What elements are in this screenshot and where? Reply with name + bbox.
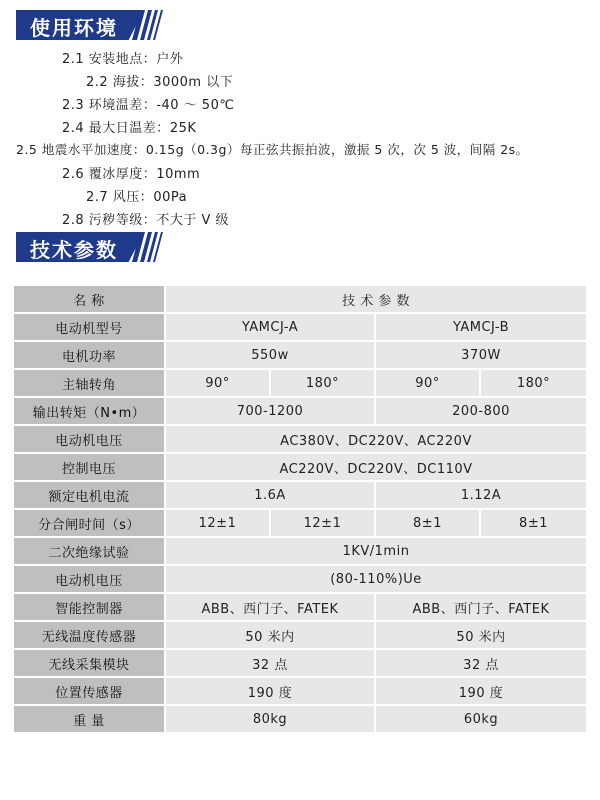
value-cell: (80-110%)Ue xyxy=(166,566,586,592)
env-item: 2.3 环境温差：-40 ～ 50℃ xyxy=(62,98,235,113)
value-cell: 12±1 xyxy=(271,510,376,536)
env-item: 2.8 污秽等级：不大于 V 级 xyxy=(62,213,229,228)
table-row xyxy=(14,538,586,564)
value-cell: AC220V、DC220V、DC110V xyxy=(166,454,586,480)
value-cell: 12±1 xyxy=(166,510,271,536)
value-cell: 50 米内 xyxy=(376,622,586,648)
env-item: 2.7 风压：00Pa xyxy=(86,190,188,205)
table-row xyxy=(14,678,586,704)
env-item: 2.2 海拔：3000m 以下 xyxy=(86,75,234,90)
table-row xyxy=(14,566,586,592)
row-name-cell: 电动机电压 xyxy=(14,426,166,452)
value-cell: 80kg xyxy=(166,706,376,732)
value-cell: 700-1200 xyxy=(166,398,376,424)
value-cell: 8±1 xyxy=(481,510,586,536)
table-header-row xyxy=(14,286,586,312)
row-name-cell: 电动机电压 xyxy=(14,566,166,592)
row-name-cell: 额定电机电流 xyxy=(14,482,166,508)
header-name-cell: 名 称 xyxy=(14,286,166,312)
value-cell: AC380V、DC220V、AC220V xyxy=(166,426,586,452)
row-name-cell: 无线采集模块 xyxy=(14,650,166,676)
value-cell: 180° xyxy=(481,370,586,396)
value-cell: 60kg xyxy=(376,706,586,732)
value-cell: 200-800 xyxy=(376,398,586,424)
section-header-parameters xyxy=(16,232,164,262)
value-cell: 1.6A xyxy=(166,482,376,508)
value-cell: 370W xyxy=(376,342,586,368)
value-cell: ABB、西门子、FATEK xyxy=(376,594,586,620)
value-cell: 32 点 xyxy=(376,650,586,676)
value-cell: 1KV/1min xyxy=(166,538,586,564)
decorative-stripes-icon xyxy=(128,10,168,40)
value-cell: 190 度 xyxy=(376,678,586,704)
table-row xyxy=(14,650,586,676)
table-row xyxy=(14,454,586,480)
row-name-cell: 智能控制器 xyxy=(14,594,166,620)
row-name-cell: 分合闸时间（s） xyxy=(14,510,166,536)
row-name-cell: 位置传感器 xyxy=(14,678,166,704)
table-row xyxy=(14,482,586,508)
value-cell: YAMCJ-A xyxy=(166,314,376,340)
section-title: 技术参数 xyxy=(30,238,118,262)
table-row xyxy=(14,398,586,424)
value-cell: 90° xyxy=(376,370,481,396)
table-row xyxy=(14,342,586,368)
value-cell: 8±1 xyxy=(376,510,481,536)
header-value-cell: 技 术 参 数 xyxy=(166,286,586,312)
decorative-stripes-icon xyxy=(128,232,168,262)
row-name-cell: 无线温度传感器 xyxy=(14,622,166,648)
value-cell: 1.12A xyxy=(376,482,586,508)
table-row xyxy=(14,594,586,620)
table-row xyxy=(14,370,586,396)
env-item: 2.6 覆冰厚度：10mm xyxy=(62,167,201,182)
value-cell: 190 度 xyxy=(166,678,376,704)
value-cell: 180° xyxy=(271,370,376,396)
table-row xyxy=(14,426,586,452)
row-name-cell: 控制电压 xyxy=(14,454,166,480)
row-name-cell: 输出转矩（N•m） xyxy=(14,398,166,424)
table-row xyxy=(14,622,586,648)
env-item: 2.4 最大日温差：25K xyxy=(62,121,197,136)
table-row xyxy=(14,706,586,732)
parameters-table xyxy=(14,284,586,734)
value-cell: 90° xyxy=(166,370,271,396)
row-name-cell: 电机功率 xyxy=(14,342,166,368)
section-title: 使用环境 xyxy=(30,16,118,40)
env-item: 2.5 地震水平加速度：0.15g（0.3g）每正弦共振拍波，激振 5 次，次 5 波，间隔 2s。 xyxy=(16,142,529,157)
env-item: 2.1 安装地点：户外 xyxy=(62,52,184,67)
table-row xyxy=(14,510,586,536)
value-cell: 550w xyxy=(166,342,376,368)
row-name-cell: 重 量 xyxy=(14,706,166,732)
row-name-cell: 电动机型号 xyxy=(14,314,166,340)
section-header-environment xyxy=(16,10,164,40)
value-cell: YAMCJ-B xyxy=(376,314,586,340)
row-name-cell: 主轴转角 xyxy=(14,370,166,396)
value-cell: ABB、西门子、FATEK xyxy=(166,594,376,620)
value-cell: 50 米内 xyxy=(166,622,376,648)
value-cell: 32 点 xyxy=(166,650,376,676)
row-name-cell: 二次绝缘试验 xyxy=(14,538,166,564)
table-row xyxy=(14,314,586,340)
